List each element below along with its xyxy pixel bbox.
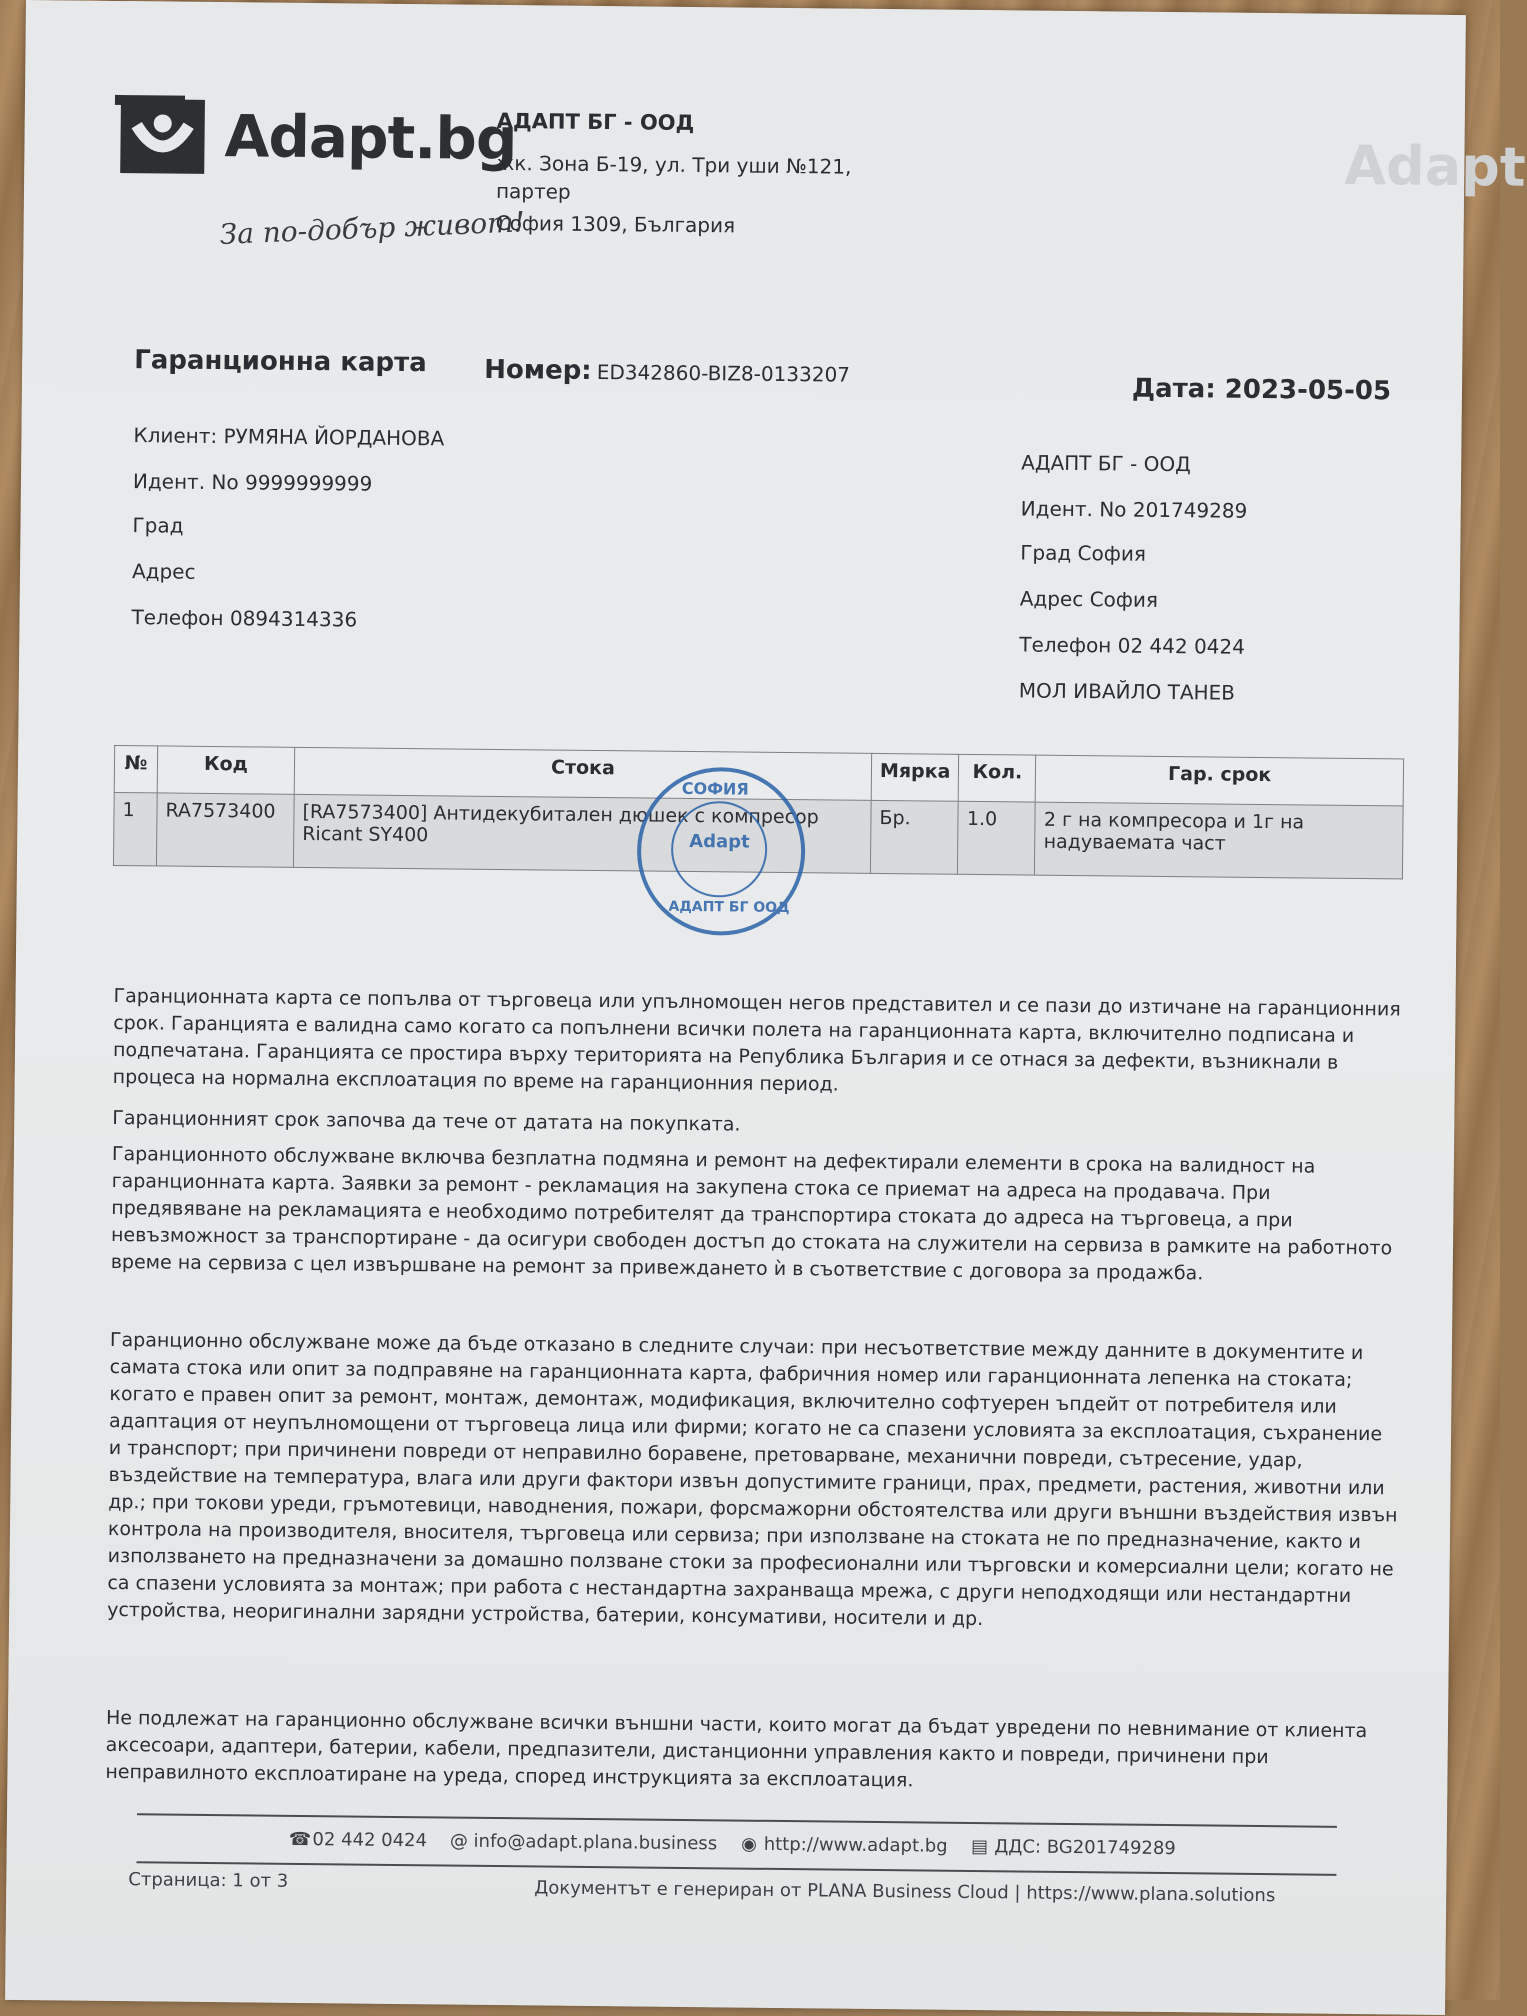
client-name: Клиент: РУМЯНА ЙОРДАНОВА (133, 423, 445, 451)
company-address-line2: партер (495, 178, 571, 204)
col-number: № (114, 745, 157, 792)
footer-email[interactable]: info@adapt.plana.business (473, 1830, 718, 1855)
seller-name: АДАПТ БГ - ООД (1021, 450, 1191, 477)
cell-code: RA7573400 (156, 793, 294, 867)
footer-phone: 02 442 0424 (312, 1829, 428, 1852)
col-product: Стока (294, 747, 871, 800)
page-title: Гаранционна карта (134, 345, 427, 379)
number-value: ED342860-BIZ8-0133207 (596, 359, 851, 387)
company-name: АДАПТ БГ - ООД (496, 108, 695, 136)
client-city: Град (132, 513, 184, 538)
footer-divider-top (137, 1813, 1337, 1828)
cell-qty: 1.0 (958, 801, 1036, 875)
terms-paragraph-4: Гаранционно обслужване може да бъде отказано в следните случаи: при несъответствие между данните в документите и самата стока или опит за подправяне на гаранционната карта, фабричния номер или гаранционната лепенка на стоката; когато е правен опит за ремонт, монтаж, демонтаж, модификация, включително софтуерен ъпдейт от потребителя или адаптация от неупълномощени от търговеца лица или фирми; когато не са спазени условията за експлоатация, съхранение и транспорт; при причинени повреди от неправилно боравене, претоварване, механични повреди, сътресение, удар, въздействие на температура, влага или други фактори извън допустимите граници, прах, предмети, растения, животни или др.; при токови уреди, гръмотевици, наводнения, пожари, форсмажорни обстоятелства или други външни въздействия извън контрола на производителя, вносителя, търговеца или сервиза; при използване на стоката не по предназначение, както и използването на предназначени за домашно ползване стоки за професионални или търговски и комерсиални цели; когато не са спазени условията за монтаж; при работа с нестандартна захранваща мрежа, с други неподходящи или нестандартни устройства, неоригинални зарядни устройства, батерии, консумативи, носители и др. (107, 1328, 1398, 1631)
brand-tagline: За по-добър живот! (219, 205, 526, 252)
logo-watermark: Adapt (1344, 133, 1527, 199)
terms-paragraph-3: Гаранционното обслужване включва безплатна подмяна и ремонт на дефектирали елементи в срока на валидност на гаранционната карта. Заявки за ремонт - рекламация на закупена стока се приемат на адреса на продавача. При предявяване на рекламацията е необходимо потребителят да транспортира стоката до адреса на търговеца, а при невъзможност за транспортиране - да осигури свободен достъп до стоката на служители на сервиза в рамките на работното време на сервиза с цел извършване на ремонт за привеждането ѝ в съответствие с договора за продажба. (110, 1142, 1393, 1285)
terms-paragraph-2: Гаранционният срок започва да тече от датата на покупката. (112, 1106, 741, 1136)
col-unit: Мярка (871, 753, 959, 801)
footer-generated-by: Документът е генериран от PLANA Business Cloud | https://www.plana.solutions (534, 1877, 1276, 1907)
client-address: Адрес (131, 559, 196, 584)
cell-product: [RA7573400] Антидекубитален дюшек с компресор Ricant SY400 (293, 794, 871, 873)
footer-page-number: Страница: 1 от 3 (128, 1869, 289, 1892)
client-id: Идент. No 9999999999 (132, 469, 373, 496)
document-date: Дата: 2023-05-05 (1131, 373, 1392, 407)
stamp-middle-text: Adapt (689, 830, 750, 853)
col-warranty: Гар. срок (1036, 755, 1404, 806)
terms-paragraph-1: Гаранционната карта се попълва от търговеца или упълномощен негов представител и се пази до изтичане на гаранционния срок. Гаранцията е валидна само когато са попълнени всички полета на гаранционната карта, включително подписана и подпечатана. Гаранцията се простира върху територията на Република България и се отнася за дефекти, възникнали в процеса на нормална експлоатация по време на гаранционния период. (112, 984, 1401, 1096)
company-stamp (636, 766, 806, 936)
adapt-logo-icon (114, 89, 215, 180)
warranty-card-page (5, 0, 1527, 2015)
phone-icon: ☎ (288, 1828, 312, 1851)
footer-contacts (289, 1829, 1176, 1859)
seller-address: Адрес София (1019, 586, 1159, 612)
company-address-line1: жк. Зона Б-19, ул. Три уши №121, (496, 150, 852, 179)
stamp-top-text: СОФИЯ (681, 778, 749, 799)
seller-id: Идент. No 201749289 (1020, 496, 1248, 523)
cell-unit: Бр. (870, 800, 958, 874)
company-address-line3: София 1309, България (495, 210, 736, 238)
number-label: Номер: (483, 354, 592, 386)
cell-number: 1 (113, 792, 157, 865)
client-phone: Телефон 0894314336 (131, 605, 358, 632)
seller-phone: Телефон 02 442 0424 (1019, 632, 1246, 659)
footer-website[interactable]: http://www.adapt.bg (763, 1833, 948, 1857)
vat-icon: ▤ (970, 1835, 989, 1858)
email-icon: @ (449, 1830, 468, 1852)
col-code: Код (157, 746, 294, 794)
footer-divider-bottom (136, 1861, 1336, 1876)
cell-warranty: 2 г на компресора и 1г на надуваемата част (1035, 802, 1403, 879)
footer-vat: ДДС: BG201749289 (994, 1836, 1176, 1860)
brand-name: Adapt.bg (224, 102, 517, 174)
terms-paragraph-5: Не подлежат на гаранционно обслужване всички външни части, които могат да бъдат увредени по невнимание от клиента аксесоари, адаптери, батерии, кабели, предпазители, дистанционни управления както и повреди, причинени при неправилното експлоатиране на уреда, според инструкцията за експлоатация. (105, 1706, 1368, 1792)
globe-icon: ◉ (741, 1833, 757, 1855)
document-number (484, 355, 850, 389)
col-qty: Кол. (959, 754, 1036, 802)
seller-mol: МОЛ ИВАЙЛО ТАНЕВ (1018, 678, 1236, 705)
seller-city: Град София (1020, 540, 1147, 566)
stamp-bottom-text: АДАПТ БГ ООД (668, 898, 790, 917)
